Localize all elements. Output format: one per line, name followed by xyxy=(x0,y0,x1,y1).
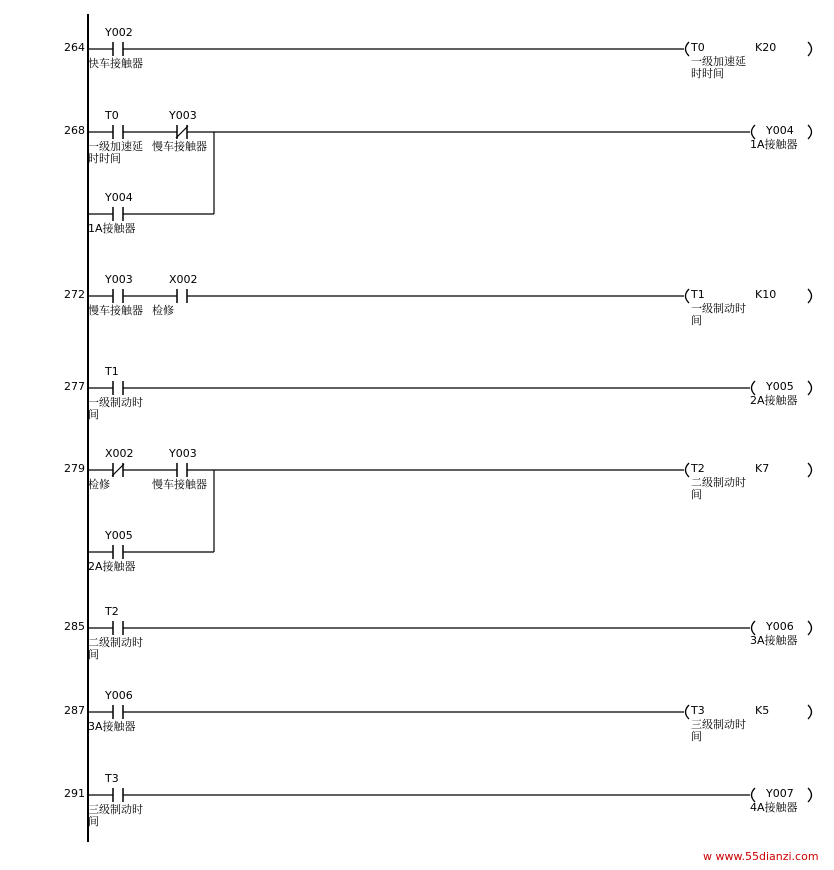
rung-step-number: 264 xyxy=(64,41,85,54)
timer-constant: K5 xyxy=(755,704,770,717)
contact-comment: 3A接触器 xyxy=(88,720,136,733)
coil-comment: 1A接触器 xyxy=(750,138,798,151)
coil-open-paren xyxy=(686,289,690,303)
contact-address: Y003 xyxy=(169,447,197,460)
rung-step-number: 272 xyxy=(64,288,85,301)
coil-comment: 3A接触器 xyxy=(750,634,798,647)
timer-coil-address: T2 xyxy=(691,462,705,475)
rung-step-number: 279 xyxy=(64,462,85,475)
contact-address: T0 xyxy=(105,109,119,122)
contact-address: T1 xyxy=(105,365,119,378)
branch-contact-comment: 2A接触器 xyxy=(88,560,136,573)
contact-address: Y003 xyxy=(169,109,197,122)
contact-address: Y003 xyxy=(105,273,133,286)
coil-close-paren xyxy=(808,705,812,719)
contact-address: Y002 xyxy=(105,26,133,39)
coil-open-paren xyxy=(686,705,690,719)
nc-contact-nc-slash xyxy=(176,126,188,138)
timer-constant: K20 xyxy=(755,41,777,54)
coil-close-paren xyxy=(808,463,812,477)
coil-close-paren xyxy=(808,788,812,802)
output-coil-address: Y005 xyxy=(766,380,794,393)
timer-coil-address: T3 xyxy=(691,704,705,717)
coil-open-paren xyxy=(752,381,756,395)
coil-close-paren xyxy=(808,621,812,635)
output-coil-address: Y006 xyxy=(766,620,794,633)
coil-open-paren xyxy=(752,788,756,802)
contact-address: T2 xyxy=(105,605,119,618)
rung-step-number: 277 xyxy=(64,380,85,393)
contact-comment: 二级制动时 间 xyxy=(88,636,143,661)
timer-constant: K10 xyxy=(755,288,777,301)
rung-step-number: 285 xyxy=(64,620,85,633)
coil-close-paren xyxy=(808,289,812,303)
coil-open-paren xyxy=(752,125,756,139)
contact-address: Y006 xyxy=(105,689,133,702)
coil-comment: 一级制动时 间 xyxy=(691,302,746,327)
output-coil-address: Y004 xyxy=(766,124,794,137)
coil-close-paren xyxy=(808,381,812,395)
contact-comment: 检修 xyxy=(152,304,174,317)
branch-contact-address: Y005 xyxy=(105,529,133,542)
rung-step-number: 287 xyxy=(64,704,85,717)
contact-comment: 快车接触器 xyxy=(88,57,143,70)
branch-contact-comment: 1A接触器 xyxy=(88,222,136,235)
contact-comment: 一级制动时 间 xyxy=(88,396,143,421)
coil-open-paren xyxy=(686,463,690,477)
timer-constant: K7 xyxy=(755,462,770,475)
rung-step-number: 268 xyxy=(64,124,85,137)
contact-address: X002 xyxy=(105,447,134,460)
contact-address: T3 xyxy=(105,772,119,785)
watermark: w www.55dianzi.com xyxy=(703,850,819,863)
coil-comment: 2A接触器 xyxy=(750,394,798,407)
contact-address: X002 xyxy=(169,273,198,286)
output-coil-address: Y007 xyxy=(766,787,794,800)
coil-comment: 三级制动时 间 xyxy=(691,718,746,743)
branch-contact-address: Y004 xyxy=(105,191,133,204)
coil-comment: 二级制动时 间 xyxy=(691,476,746,501)
rung-step-number: 291 xyxy=(64,787,85,800)
coil-comment: 4A接触器 xyxy=(750,801,798,814)
nc-contact-nc-slash xyxy=(112,464,124,476)
contact-comment: 检修 xyxy=(88,478,110,491)
timer-coil-address: T0 xyxy=(691,41,705,54)
coil-close-paren xyxy=(808,125,812,139)
coil-comment: 一级加速延 时时间 xyxy=(691,55,746,80)
coil-open-paren xyxy=(686,42,690,56)
coil-close-paren xyxy=(808,42,812,56)
contact-comment: 三级制动时 间 xyxy=(88,803,143,828)
timer-coil-address: T1 xyxy=(691,288,705,301)
coil-open-paren xyxy=(752,621,756,635)
contact-comment: 慢车接触器 xyxy=(88,304,143,317)
contact-comment: 慢车接触器 xyxy=(152,140,207,153)
contact-comment: 一级加速延 时时间 xyxy=(88,140,143,165)
contact-comment: 慢车接触器 xyxy=(152,478,207,491)
